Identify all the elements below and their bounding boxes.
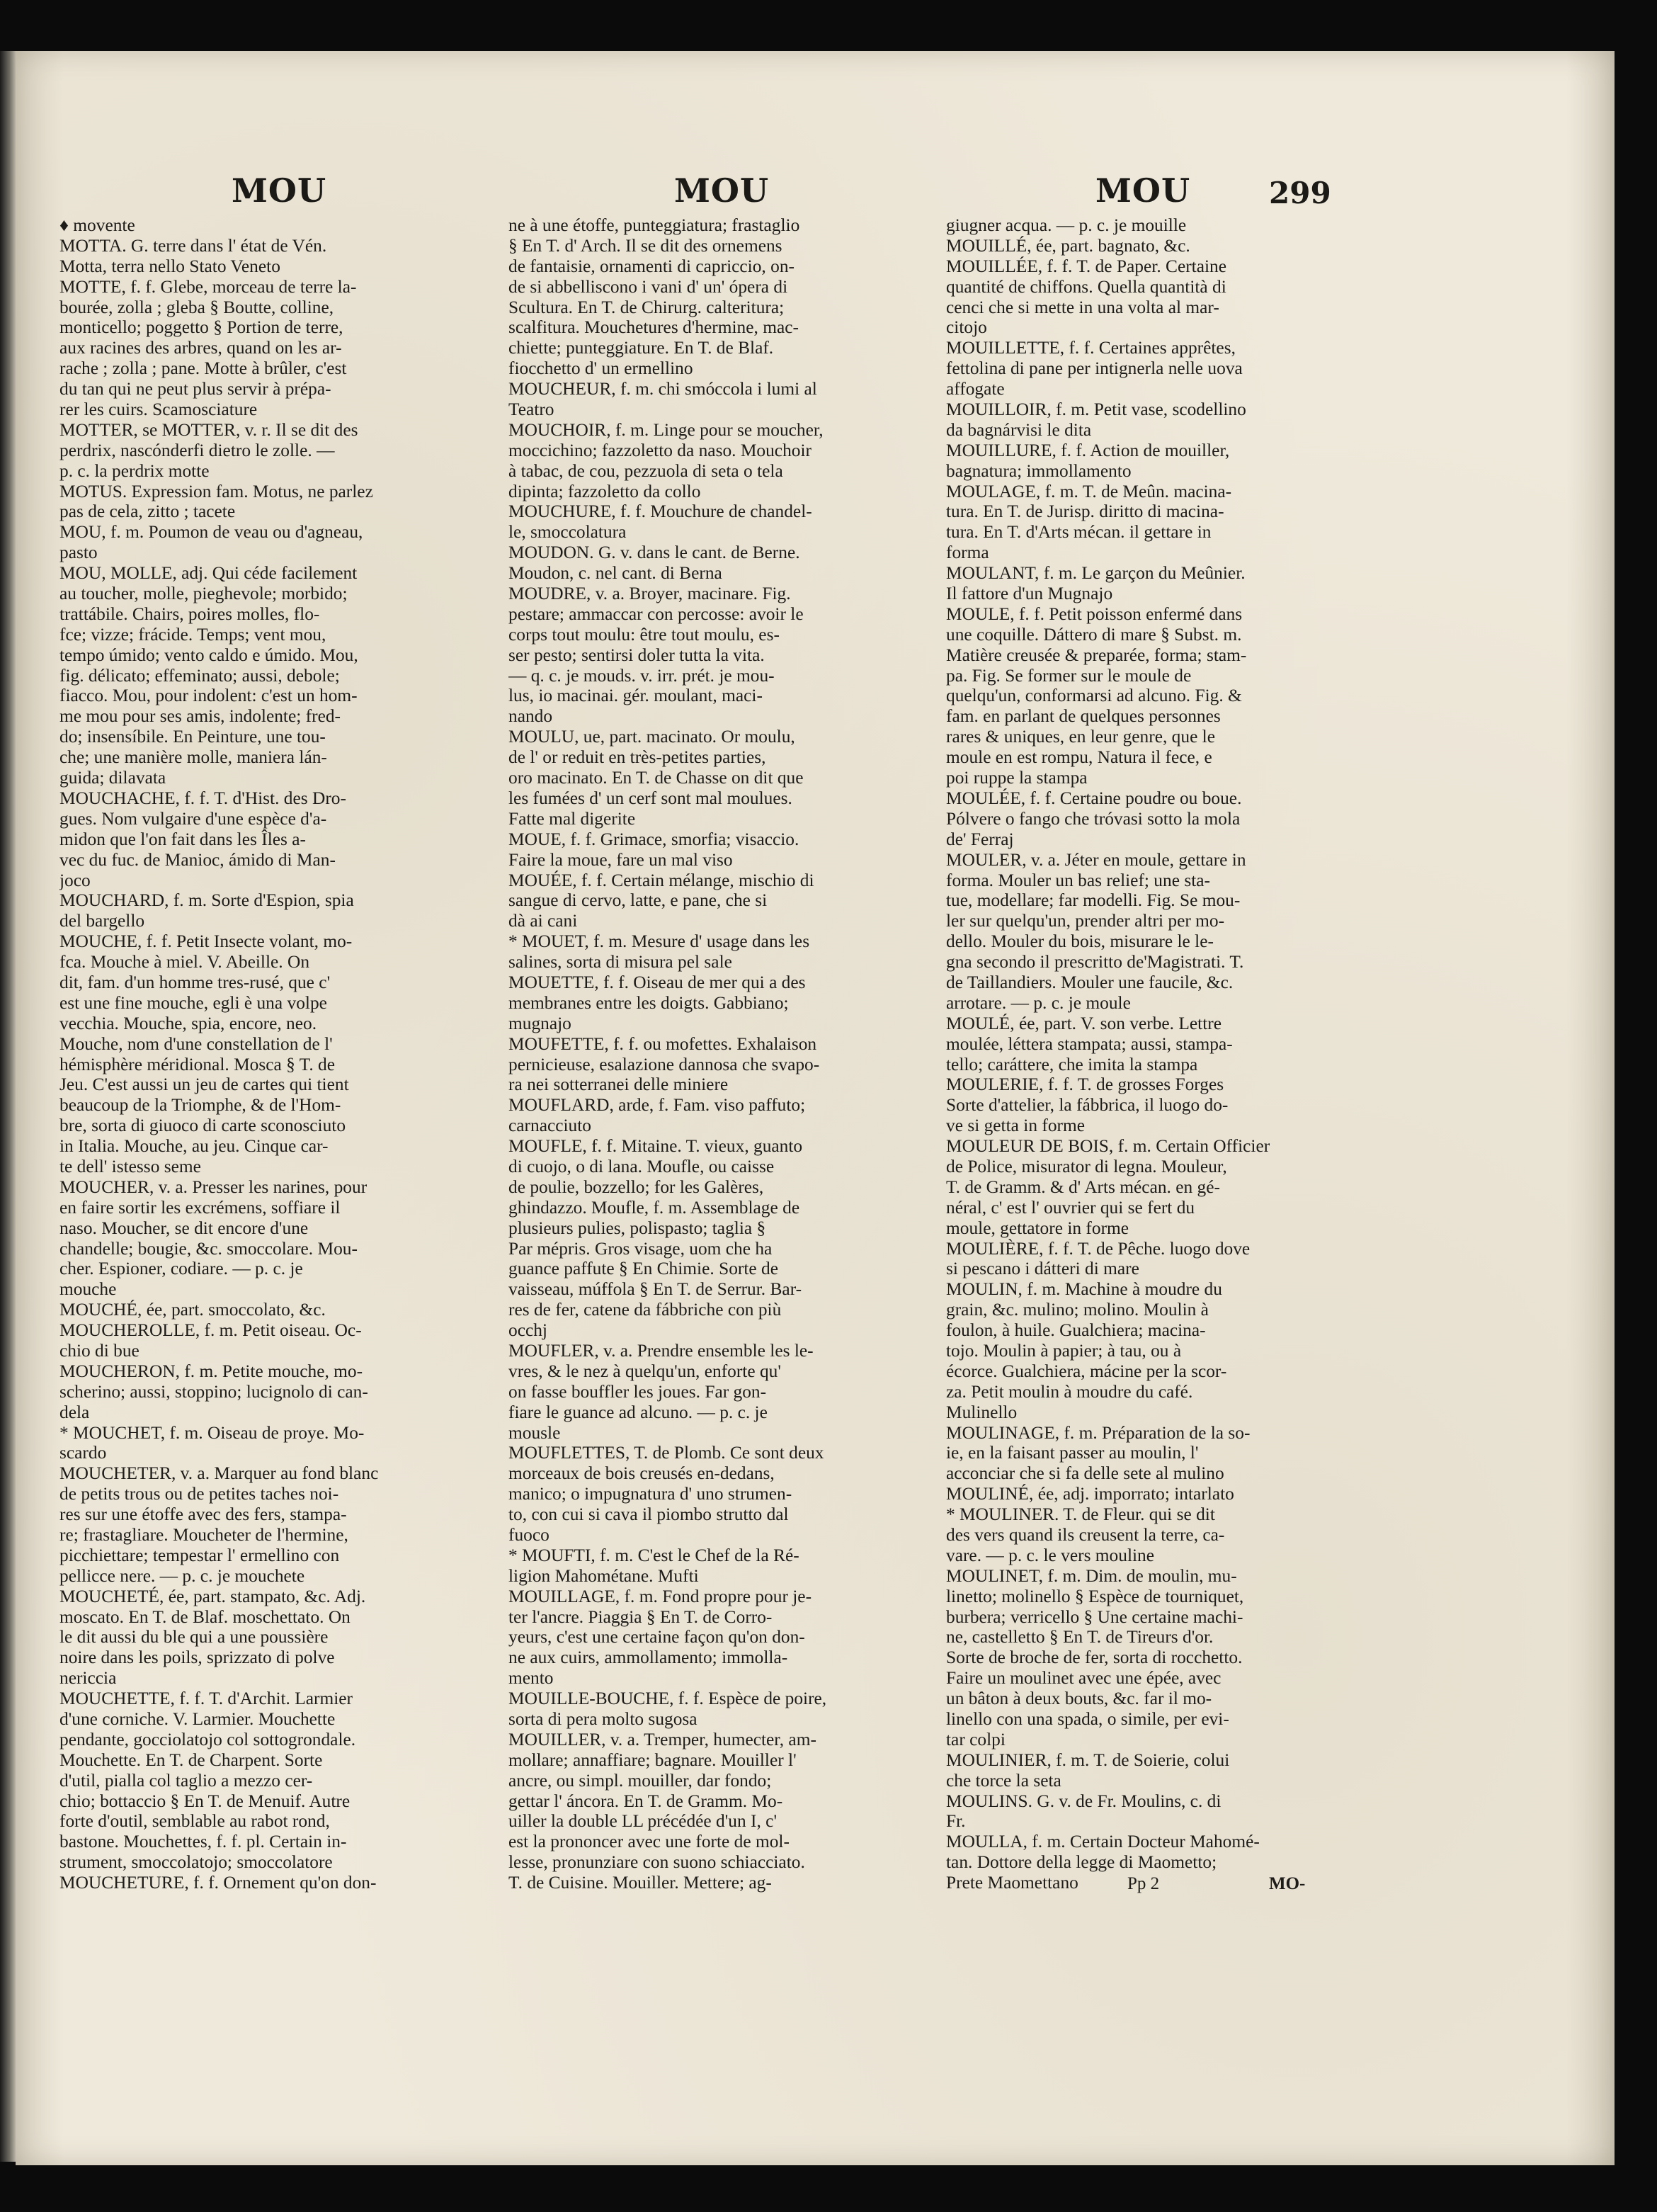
entry-line: manico; o impugnatura d' uno strumen- [508, 1484, 792, 1504]
entry-line: de Taillandiers. Mouler une faucile, &c. [946, 972, 1234, 992]
entry-line: aux racines des arbres, quand on les ar- [59, 338, 342, 358]
entry-line: fig. délicato; effeminato; aussi, debole; [59, 665, 340, 686]
entry-line: pas de cela, zitto ; tacete [59, 501, 236, 522]
entry-line: vaisseau, múffola § En T. de Serrur. Bar- [508, 1279, 802, 1300]
entry-line: bourée, zolla ; gleba § Boutte, colline, [59, 297, 334, 317]
entry-line: MOULANT, f. m. Le garçon du Meûnier. [946, 563, 1246, 584]
entry-line: écorce. Gualchiera, mácine per la scor- [946, 1361, 1227, 1381]
entry-line: MOUCHÉ, ée, part. smoccolato, &c. [59, 1300, 326, 1320]
entry-line: MOU, MOLLE, adj. Qui céde facilement [59, 563, 358, 584]
entry-line: MOTUS. Expression fam. Motus, ne parlez [59, 481, 373, 501]
entry-line: me mou pour ses amis, indolente; fred- [59, 706, 341, 727]
entry-line: to, con cui si cava il piombo strutto dal [508, 1504, 789, 1525]
entry-line: MOULINIER, f. m. T. de Soierie, colui [946, 1749, 1230, 1770]
entry-line: bre, sorta di giuoco di carte sconosciuto [59, 1116, 346, 1136]
entry-line: MOUFLETTES, T. de Plomb. Ce sont deux [508, 1443, 824, 1463]
entry-line: MOUDON. G. v. dans le cant. de Berne. [508, 543, 800, 563]
entry-line: monticello; poggetto § Portion de terre, [59, 317, 343, 338]
entry-line: le, smoccolatura [508, 522, 627, 543]
entry-line: MOUCHETER, v. a. Marquer au fond blanc [59, 1463, 379, 1484]
entry-line: rer les cuirs. Scamosciature [59, 399, 258, 420]
entry-line: MOULIÈRE, f. f. T. de Pêche. luogo dove [946, 1238, 1251, 1259]
entry-line: MOUETTE, f. f. Oiseau de mer qui a des [508, 972, 806, 992]
entry-line: MOUFLE, f. f. Mitaine. T. vieux, guanto [508, 1136, 803, 1157]
entry-line: MOUFETTE, f. f. ou mofettes. Exhalaison [508, 1033, 817, 1054]
entry-line: lus, io macinai. gér. moulant, maci- [508, 686, 763, 706]
entry-line: Prete Maomettano [946, 1873, 1078, 1893]
entry-line: MOTTE, f. f. Glebe, morceau de terre la- [59, 276, 357, 297]
page-number: 299 [1269, 176, 1331, 210]
entry-line: MOULÉE, f. f. Certaine poudre ou boue. [946, 788, 1242, 808]
entry-line: MOULINAGE, f. m. Préparation de la so- [946, 1422, 1251, 1443]
entry-line: ter l'ancre. Piaggia § En T. de Corro- [508, 1606, 773, 1627]
entry-line: MOUILLURE, f. f. Action de mouiller, [946, 440, 1230, 460]
entry-line: MOULIN, f. m. Machine à moudre du [946, 1279, 1222, 1300]
entry-line: MOULAGE, f. m. T. de Meûn. macina- [946, 481, 1232, 501]
entry-line: tojo. Moulin à papier; à tau, ou à [946, 1340, 1182, 1361]
entry-line: MOUÉE, f. f. Certain mélange, mischio di [508, 870, 814, 890]
entry-line: bastone. Mouchettes, f. f. pl. Certain in- [59, 1832, 347, 1852]
entry-line: uiller la double LL précédée d'un I, c' [508, 1811, 778, 1832]
entry-line: citojo [946, 317, 987, 338]
entry-line: MOULERIE, f. f. T. de grosses Forges [946, 1074, 1224, 1095]
entry-line: MOULEUR DE BOIS, f. m. Certain Officier [946, 1136, 1270, 1157]
entry-line: MOUILLÉ, ée, part. bagnato, &c. [946, 235, 1190, 256]
entry-line: au toucher, molle, pieghevole; morbido; [59, 584, 348, 604]
entry-line: linetto; molinello § Espèce de tourniquet, [946, 1586, 1244, 1606]
entry-line: guance paffute § En Chimie. Sorte de [508, 1259, 778, 1279]
entry-line: tura. En T. de Jurisp. diritto di macina- [946, 501, 1224, 522]
entry-line: cenci che si mette in una volta al mar- [946, 297, 1219, 317]
entry-line: yeurs, c'est une certaine façon qu'on don- [508, 1627, 805, 1647]
entry-line: chandelle; bougie, &c. smoccolare. Mou- [59, 1238, 358, 1259]
entry-line: affogate [946, 379, 1005, 399]
entry-line: en faire sortir les excrémens, soffiare il [59, 1197, 341, 1218]
entry-line: burbera; verricello § Une certaine machi- [946, 1606, 1243, 1627]
entry-line: occhj [508, 1320, 547, 1341]
entry-line: tello; caráttere, che imita la stampa [946, 1054, 1198, 1074]
entry-line: MOUCHARD, f. m. Sorte d'Espion, spia [59, 890, 354, 911]
entry-line: in Italia. Mouche, au jeu. Cinque car- [59, 1136, 329, 1157]
entry-line: MOULINET, f. m. Dim. de moulin, mu- [946, 1565, 1237, 1586]
entry-line: giugner acqua. — p. c. je mouille [946, 215, 1187, 235]
entry-line: des vers quand ils creusent la terre, ca- [946, 1525, 1225, 1545]
entry-line: chio di bue [59, 1340, 139, 1361]
catchword: MO- [1269, 1874, 1306, 1893]
entry-line: plusieurs pulies, polispasto; taglia § [508, 1218, 766, 1238]
entry-line: tan. Dottore della legge di Maometto; [946, 1852, 1217, 1873]
entry-line: néral, c' est l' ouvrier qui se fert du [946, 1197, 1195, 1218]
entry-line: Faire la moue, fare un mal viso [508, 849, 733, 870]
entry-line: Fatte mal digerite [508, 808, 636, 829]
entry-line: nericcia [59, 1668, 117, 1689]
entry-line: grain, &c. mulino; molino. Moulin à [946, 1300, 1209, 1320]
entry-line: pernicieuse, esalazione dannosa che svapo- [508, 1054, 820, 1074]
entry-line: carnacciuto [508, 1116, 591, 1136]
entry-line: d'une corniche. V. Larmier. Mouchette [59, 1709, 336, 1730]
entry-line: fca. Mouche à miel. V. Abeille. On [59, 952, 310, 972]
entry-line: dit, fam. d'un homme tres-rusé, que c' [59, 972, 331, 992]
entry-line: hémisphère méridional. Mosca § T. de [59, 1054, 335, 1074]
entry-line: foulon, à huile. Gualchiera; macina- [946, 1320, 1206, 1341]
entry-line: tempo úmido; vento caldo e úmido. Mou, [59, 645, 358, 665]
entry-line: de Police, misurator di legna. Mouleur, [946, 1156, 1227, 1176]
entry-line: res sur une étoffe avec des fers, stampa- [59, 1504, 347, 1525]
entry-line: quelqu'un, conformarsi ad alcuno. Fig. & [946, 686, 1242, 706]
entry-line: MOUILLER, v. a. Tremper, humecter, am- [508, 1729, 816, 1749]
entry-line: T. de Gramm. & d' Arts mécan. en gé- [946, 1176, 1220, 1197]
entry-line: tue, modellare; far modelli. Fig. Se mou- [946, 890, 1241, 911]
entry-line: à tabac, de cou, pezzuola di seta o tela [508, 460, 783, 481]
entry-line: del bargello [59, 911, 145, 931]
entry-line: fiare le guance ad alcuno. — p. c. je [508, 1402, 768, 1422]
entry-line: MOULÉ, ée, part. V. son verbe. Lettre [946, 1013, 1222, 1033]
entry-line: MOU, f. m. Poumon de veau ou d'agneau, [59, 522, 363, 543]
entry-line: MOUCHOIR, f. m. Linge pour se moucher, [508, 419, 824, 440]
entry-line: moscato. En T. de Blaf. moschettato. On [59, 1606, 351, 1627]
entry-line: vres, & le nez à quelqu'un, enforte qu' [508, 1361, 781, 1381]
entry-line: Moudon, c. nel cant. di Berna [508, 563, 722, 584]
entry-line: ghindazzo. Moufle, f. m. Assemblage de [508, 1197, 800, 1218]
entry-line: * MOULINER. T. de Fleur. qui se dit [946, 1504, 1215, 1525]
entry-line: ancre, ou simpl. mouiller, dar fondo; [508, 1770, 772, 1791]
entry-line: perdrix, nascónderfi dietro le zolle. — [59, 440, 335, 460]
entry-line: acconciar che si fa delle sete al mulino [946, 1463, 1224, 1484]
entry-line: pa. Fig. Se former sur le moule de [946, 665, 1192, 686]
entry-line: Faire un moulinet avec une épée, avec [946, 1668, 1222, 1689]
entry-line: oro macinato. En T. de Chasse on dit que [508, 768, 804, 788]
entry-line: moule en est rompu, Natura il fece, e [946, 747, 1212, 768]
entry-line: mousle [508, 1422, 561, 1443]
entry-line: dello. Mouler du bois, misurare le le- [946, 931, 1214, 952]
entry-line: — q. c. je mouds. v. irr. prét. je mou- [508, 665, 775, 686]
entry-line: MOTTA. G. terre dans l' état de Vén. [59, 235, 327, 256]
text-column-1 [59, 215, 499, 1893]
entry-line: Jeu. C'est aussi un jeu de cartes qui tient [59, 1074, 349, 1095]
entry-line: ra nei sotterranei delle miniere [508, 1074, 729, 1095]
entry-line: fiacco. Mou, pour indolent: c'est un hom- [59, 686, 358, 706]
entry-line: Mouchette. En T. de Charpent. Sorte [59, 1749, 323, 1770]
entry-line: do; insensíbile. En Peinture, une tou- [59, 727, 326, 747]
entry-line: p. c. la perdrix motte [59, 460, 210, 481]
entry-line: corps tout moulu: être tout moulu, es- [508, 624, 780, 645]
entry-line: du tan qui ne peut plus servir à prépa- [59, 379, 331, 399]
entry-line: quantité de chiffons. Quella quantità di [946, 276, 1226, 297]
entry-line: Sorte d'attelier, la fábbrica, il luogo do- [946, 1095, 1229, 1116]
entry-line: Fr. [946, 1811, 966, 1832]
entry-line: MOUILLOIR, f. m. Petit vase, scodellino [946, 399, 1246, 420]
entry-line: linello con una spada, o simile, per evi- [946, 1709, 1229, 1730]
entry-line: MOUCHURE, f. f. Mouchure de chandel- [508, 501, 812, 522]
entry-line: une coquille. Dáttero di mare § Subst. m. [946, 624, 1242, 645]
entry-line: est une fine mouche, egli è una volpe [59, 992, 327, 1013]
entry-line: midon que l'on fait dans les Îles a- [59, 829, 306, 849]
entry-line: strument, smoccolatojo; smoccolatore [59, 1852, 333, 1873]
entry-line: T. de Cuisine. Mouiller. Mettere; ag- [508, 1873, 772, 1893]
entry-line: poi ruppe la stampa [946, 768, 1088, 788]
entry-line: forte d'outil, semblable au rabot rond, [59, 1811, 330, 1832]
entry-line: Pólvere o fango che tróvasi sotto la mola [946, 808, 1241, 829]
entry-line: mollare; annaffiare; bagnare. Mouiller l' [508, 1749, 797, 1770]
entry-line: MOUCHEROLLE, f. m. Petit oiseau. Oc- [59, 1320, 362, 1341]
entry-line: mugnajo [508, 1013, 571, 1033]
entry-line: rache ; zolla ; pane. Motte à brûler, c'est [59, 358, 347, 379]
entry-line: MOUCHETÉ, ée, part. stampato, &c. Adj. [59, 1586, 366, 1606]
entry-line: che; une manière molle, maniera lán- [59, 747, 327, 768]
entry-line: cher. Espioner, codiare. — p. c. je [59, 1259, 303, 1279]
entry-line: pellicce nere. — p. c. je mouchete [59, 1565, 305, 1586]
entry-line: MOUILLE-BOUCHE, f. f. Espèce de poire, [508, 1689, 827, 1709]
entry-line: vare. — p. c. le vers mouline [946, 1545, 1155, 1565]
entry-line: Matière creusée & preparée, forma; stam- [946, 645, 1247, 665]
entry-line: di cuojo, o di lana. Moufle, ou caisse [508, 1156, 775, 1176]
entry-line: de petits trous ou de petites taches noi- [59, 1484, 339, 1504]
entry-line: vecchia. Mouche, spia, encore, neo. [59, 1013, 317, 1033]
entry-line: tar colpi [946, 1729, 1006, 1749]
entry-line: Mouche, nom d'une constellation de l' [59, 1033, 333, 1054]
entry-line: MOULU, ue, part. macinato. Or moulu, [508, 727, 795, 747]
entry-line: MOUILLAGE, f. m. Fond propre pour je- [508, 1586, 812, 1606]
entry-line: d'util, pialla col taglio a mezzo cer- [59, 1770, 313, 1791]
entry-line: ne à une étoffe, punteggiatura; frastaglio [508, 215, 800, 235]
entry-line: pasto [59, 543, 98, 563]
entry-line: Il fattore d'un Mugnajo [946, 584, 1113, 604]
entry-line: dipinta; fazzoletto da collo [508, 481, 701, 501]
entry-line: gettar l' áncora. En T. de Gramm. Mo- [508, 1791, 783, 1811]
entry-line: de' Ferraj [946, 829, 1014, 849]
entry-line: Teatro [508, 399, 554, 420]
entry-line: MOUCHETTE, f. f. T. d'Archit. Larmier [59, 1689, 353, 1709]
entry-line: noire dans les poils, sprizzato di polve [59, 1647, 335, 1668]
entry-line: MOULINS. G. v. de Fr. Moulins, c. di [946, 1791, 1222, 1811]
entry-line: rares & uniques, en leur genre, que le [946, 727, 1216, 747]
entry-line: gues. Nom vulgaire d'une espèce d'a- [59, 808, 327, 829]
entry-line: MOUE, f. f. Grimace, smorfia; visaccio. [508, 829, 799, 849]
entry-line: ne aux cuirs, ammollamento; immolla- [508, 1647, 788, 1668]
entry-line: da bagnárvisi le dita [946, 419, 1092, 440]
running-head-right: MOU [1095, 171, 1191, 210]
entry-line: de si abbelliscono i vani d' un' ópera di [508, 276, 788, 297]
entry-line: § En T. d' Arch. Il se dit des ornemens [508, 235, 782, 256]
entry-line: de fantaisie, ornamenti di capriccio, on- [508, 256, 795, 276]
entry-line: nando [508, 706, 553, 727]
entry-line: ve si getta in forme [946, 1116, 1086, 1136]
entry-line: Motta, terra nello Stato Veneto [59, 256, 280, 276]
entry-line: fuoco [508, 1525, 550, 1545]
entry-line: res de fer, catene da fábbriche con più [508, 1300, 782, 1320]
book-binding-edge [0, 51, 16, 2162]
entry-line: MOUDRE, v. a. Broyer, macinare. Fig. [508, 584, 791, 604]
entry-line: mento [508, 1668, 554, 1689]
entry-line: ser pesto; sentirsi doler tutta la vita. [508, 645, 765, 665]
entry-line: trattábile. Chairs, poires molles, flo- [59, 603, 320, 624]
entry-line: * MOUCHET, f. m. Oiseau de proye. Mo- [59, 1422, 365, 1443]
entry-line: gna secondo il prescritto de'Magistrati. T. [946, 952, 1244, 972]
entry-line: ♦ movente [59, 215, 135, 235]
entry-line: Par mépris. Gros visage, uom che ha [508, 1238, 773, 1259]
entry-line: moccichino; fazzoletto da naso. Mouchoir [508, 440, 812, 460]
entry-line: MOUCHERON, f. m. Petite mouche, mo- [59, 1361, 363, 1381]
entry-line: pendante, gocciolatojo col sottogrondale. [59, 1729, 356, 1749]
entry-line: MOUCHE, f. f. Petit Insecte volant, mo- [59, 931, 353, 952]
entry-line: MOUFLARD, arde, f. Fam. viso paffuto; [508, 1095, 806, 1116]
entry-line: ie, en la faisant passer au moulin, l' [946, 1443, 1199, 1463]
entry-line: tura. En T. d'Arts mécan. il gettare in [946, 522, 1212, 543]
entry-line: MOUFLER, v. a. Prendre ensemble les le- [508, 1340, 814, 1361]
entry-line: ne, castelletto § En T. de Tireurs d'or. [946, 1627, 1214, 1647]
entry-line: za. Petit moulin à moudre du café. [946, 1381, 1193, 1402]
entry-line: MOUILLÉE, f. f. T. de Paper. Certaine [946, 256, 1227, 276]
entry-line: MOULINÉ, ée, adj. imporrato; intarlato [946, 1484, 1234, 1504]
entry-line: scalfitura. Mouchetures d'hermine, mac- [508, 317, 799, 338]
entry-line: lesse, pronunziare con suono schiacciato. [508, 1852, 805, 1873]
entry-line: un bâton à deux bouts, &c. far il mo- [946, 1689, 1212, 1709]
entry-line: mouche [59, 1279, 117, 1300]
entry-line: si pescano i dátteri di mare [946, 1259, 1139, 1279]
entry-line: MOTTER, se MOTTER, v. r. Il se dit des [59, 419, 358, 440]
entry-line: dela [59, 1402, 90, 1422]
entry-line: moulée, léttera stampata; aussi, stampa- [946, 1033, 1233, 1054]
entry-line: forma [946, 543, 989, 563]
dictionary-page [16, 51, 1615, 2165]
entry-line: on fasse bouffler les joues. Far gon- [508, 1381, 767, 1402]
entry-line: pestare; ammaccar con percosse: avoir le [508, 603, 804, 624]
text-column-3 [946, 215, 1388, 1893]
entry-line: re; frastagliare. Moucheter de l'hermine, [59, 1525, 348, 1545]
text-column-2 [508, 215, 947, 1893]
entry-line: Scultura. En T. de Chirurg. calteritura; [508, 297, 785, 317]
entry-line: dà ai cani [508, 911, 578, 931]
entry-line: bagnatura; immollamento [946, 460, 1132, 481]
entry-line: guida; dilavata [59, 768, 166, 788]
entry-line: naso. Moucher, se dit encore d'une [59, 1218, 309, 1238]
entry-line: est la prononcer avec une forte de mol- [508, 1832, 790, 1852]
entry-line: le dit aussi du ble qui a une poussière [59, 1627, 329, 1647]
printer-signature: Pp 2 [1127, 1874, 1160, 1893]
entry-line: salines, sorta di misura pel sale [508, 952, 732, 972]
entry-line: * MOUFTI, f. m. C'est le Chef de la Ré- [508, 1545, 799, 1565]
entry-line: ligion Mahométane. Mufti [508, 1565, 699, 1586]
entry-line: fam. en parlant de quelques personnes [946, 706, 1221, 727]
entry-line: Sorte de broche de fer, sorta di rocchetto. [946, 1647, 1243, 1668]
entry-line: sorta di pera molto sugosa [508, 1709, 697, 1730]
entry-line: sangue di cervo, latte, e pane, che si [508, 890, 768, 911]
entry-line: Mulinello [946, 1402, 1018, 1422]
entry-line: de l' or reduit en très-petites parties, [508, 747, 766, 768]
entry-line: picchiettare; tempestar l' ermellino con [59, 1545, 340, 1565]
entry-line: scardo [59, 1443, 107, 1463]
entry-line: fiocchetto d' un ermellino [508, 358, 693, 379]
entry-line: beaucoup de la Triomphe, & de l'Hom- [59, 1095, 341, 1116]
entry-line: MOUCHETURE, f. f. Ornement qu'on don- [59, 1873, 377, 1893]
running-head-center: MOU [674, 171, 770, 210]
entry-line: scherino; aussi, stoppino; lucignolo di can- [59, 1381, 368, 1402]
entry-line: che torce la seta [946, 1770, 1061, 1791]
entry-line: * MOUET, f. m. Mesure d' usage dans les [508, 931, 810, 952]
entry-line: les fumées d' un cerf sont mal moulues. [508, 788, 792, 808]
entry-line: morceaux de bois creusés en-dedans, [508, 1463, 775, 1484]
entry-line: MOULER, v. a. Jéter en moule, gettare in [946, 849, 1246, 870]
entry-line: MOUCHER, v. a. Presser les narines, pour [59, 1176, 368, 1197]
entry-line: MOUILLETTE, f. f. Certaines apprêtes, [946, 338, 1236, 358]
entry-line: chiette; punteggiature. En T. de Blaf. [508, 338, 774, 358]
entry-line: MOUCHEUR, f. m. chi smóccola i lumi al [508, 379, 817, 399]
entry-line: fce; vizze; frácide. Temps; vent mou, [59, 624, 326, 645]
entry-line: MOUCHACHE, f. f. T. d'Hist. des Dro- [59, 788, 346, 808]
entry-line: te dell' istesso seme [59, 1156, 201, 1176]
entry-line: MOULE, f. f. Petit poisson enfermé dans [946, 603, 1243, 624]
entry-line: forma. Mouler un bas relief; une sta- [946, 870, 1210, 890]
entry-line: MOULLA, f. m. Certain Docteur Mahomé- [946, 1832, 1260, 1852]
entry-line: de poulie, bozzello; for les Galères, [508, 1176, 764, 1197]
entry-line: ler sur quelqu'un, prender altri per mo- [946, 911, 1225, 931]
entry-line: chio; bottaccio § En T. de Menuif. Autre [59, 1791, 351, 1811]
entry-line: fettolina di pane per intignerla nelle uova [946, 358, 1243, 379]
entry-line: vec du fuc. de Manioc, ámido di Man- [59, 849, 336, 870]
entry-line: moule, gettatore in forme [946, 1218, 1129, 1238]
entry-line: membranes entre les doigts. Gabbiano; [508, 992, 789, 1013]
entry-line: arrotare. — p. c. je moule [946, 992, 1131, 1013]
running-head-left: MOU [232, 171, 327, 210]
entry-line: joco [59, 870, 91, 890]
